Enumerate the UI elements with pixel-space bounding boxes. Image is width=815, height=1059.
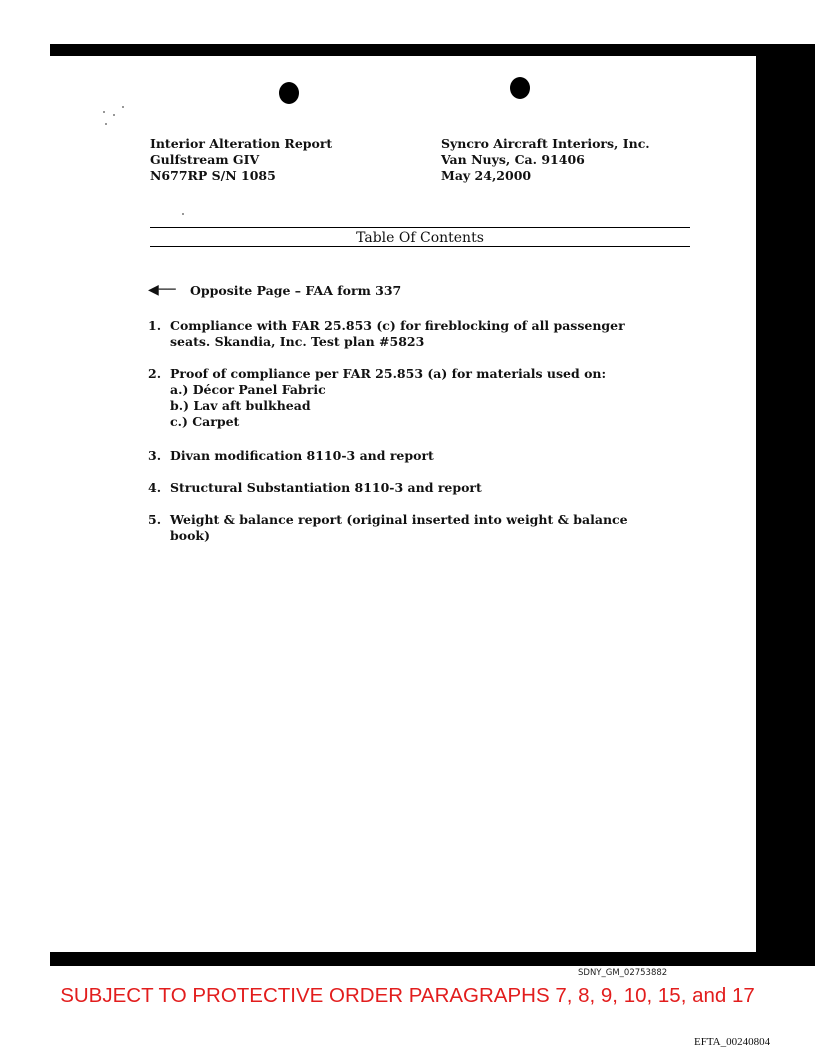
toc-item bbox=[148, 366, 708, 430]
toc-item bbox=[148, 512, 708, 544]
opposite-page-label: Opposite Page – FAA form 337 bbox=[190, 282, 402, 298]
company-address: Van Nuys, Ca. 91406 bbox=[441, 152, 585, 167]
toc-item-line: seats. Skandia, Inc. Test plan #5823 bbox=[170, 334, 425, 349]
toc-item-line: Proof of compliance per FAR 25.853 (a) for materials used on: bbox=[170, 366, 607, 381]
header-left bbox=[150, 136, 332, 184]
punch-hole-right bbox=[510, 77, 530, 99]
scan-speck bbox=[105, 123, 107, 125]
aircraft-registration: N677RP S/N 1085 bbox=[150, 168, 276, 183]
divider-top bbox=[150, 227, 690, 228]
toc-item-line: Structural Substantiation 8110-3 and report bbox=[170, 480, 482, 495]
toc-item-number: 3. bbox=[148, 448, 162, 463]
scan-speck bbox=[182, 213, 184, 215]
toc-item-number: 5. bbox=[148, 512, 162, 527]
toc-item bbox=[148, 448, 708, 464]
toc-item-line: a.) Décor Panel Fabric bbox=[170, 382, 326, 397]
toc-item-line: c.) Carpet bbox=[170, 414, 240, 429]
bates-number: SDNY_GM_02753882 bbox=[578, 968, 668, 978]
divider-bottom bbox=[150, 246, 690, 247]
efta-number: EFTA_00240804 bbox=[694, 1036, 771, 1048]
toc-item-line: book) bbox=[170, 528, 210, 543]
left-arrow-icon: ◀── bbox=[148, 282, 176, 298]
document-page bbox=[50, 56, 756, 952]
toc-item-line: Weight & balance report (original inserted into weight & balance bbox=[170, 512, 628, 527]
company-name: Syncro Aircraft Interiors, Inc. bbox=[441, 136, 650, 151]
protective-order-notice: SUBJECT TO PROTECTIVE ORDER PARAGRAPHS 7, 8, 9, 10, 15, and 17 bbox=[60, 984, 755, 1007]
report-date: May 24,2000 bbox=[441, 168, 532, 183]
scan-speck bbox=[103, 111, 105, 113]
report-title: Interior Alteration Report bbox=[150, 136, 333, 151]
toc-item-number: 4. bbox=[148, 480, 162, 495]
toc-item bbox=[148, 318, 708, 350]
scan-speck bbox=[113, 114, 115, 116]
punch-hole-left bbox=[279, 82, 299, 104]
toc-item-line: Compliance with FAR 25.853 (c) for fireblocking of all passenger bbox=[170, 318, 625, 333]
toc-item bbox=[148, 480, 708, 496]
header-right bbox=[441, 136, 650, 184]
toc-item-line: b.) Lav aft bulkhead bbox=[170, 398, 311, 413]
toc-item-number: 2. bbox=[148, 366, 162, 381]
aircraft-model: Gulfstream GIV bbox=[150, 152, 260, 167]
toc-title: Table Of Contents bbox=[356, 230, 484, 246]
scan-speck bbox=[122, 106, 124, 108]
toc-item-number: 1. bbox=[148, 318, 162, 333]
opposite-page-note bbox=[148, 282, 401, 298]
toc-item-line: Divan modification 8110-3 and report bbox=[170, 448, 434, 463]
